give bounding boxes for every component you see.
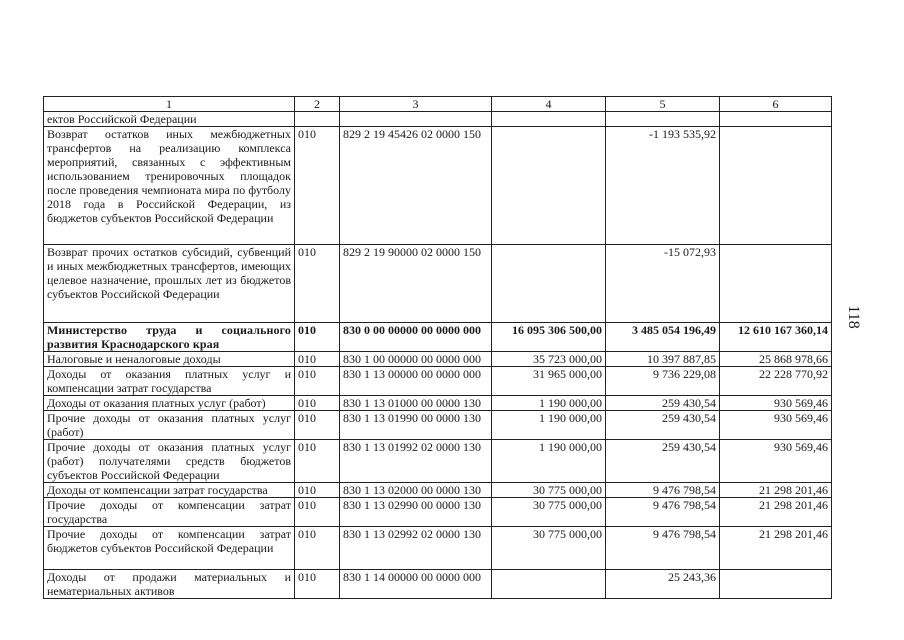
row-code: 010 [295,245,340,323]
row-code: 010 [295,411,340,440]
row-remaining: 930 569,46 [720,411,832,440]
row-plan: 1 190 000,00 [492,411,606,440]
row-kbk: 830 1 14 00000 00 0000 000 [340,570,492,599]
row-plan [492,127,606,245]
row-name: Возврат прочих остатков субсидий, субвенций и иных межбюджетных трансфертов, имеющих целевое назначение, прошлых лет из бюджетов субъектов Российской Федерации [44,245,295,323]
row-executed: 9 476 798,54 [606,527,720,570]
row-remaining: 21 298 201,46 [720,498,832,527]
column-number-row [44,97,832,112]
row-name: ектов Российской Федерации [44,112,295,127]
row-kbk: 830 1 00 00000 00 0000 000 [340,352,492,367]
row-name: Прочие доходы от оказания платных услуг (работ) [44,411,295,440]
table-row [44,396,832,411]
row-executed: 9 476 798,54 [606,498,720,527]
row-kbk: 829 2 19 45426 02 0000 150 [340,127,492,245]
row-executed: 10 397 887,85 [606,352,720,367]
row-code: 010 [295,396,340,411]
row-plan: 30 775 000,00 [492,498,606,527]
table-row [44,570,832,599]
row-remaining [720,112,832,127]
column-number-5: 5 [606,97,720,112]
row-kbk: 830 1 13 01992 02 0000 130 [340,440,492,483]
row-name: Доходы от оказания платных услуг (работ) [44,396,295,411]
row-name: Прочие доходы от компенсации затрат государства [44,498,295,527]
row-executed: 259 430,54 [606,440,720,483]
row-code: 010 [295,483,340,498]
table-row [44,411,832,440]
row-code [295,112,340,127]
row-name: Прочие доходы от оказания платных услуг (работ) получателями средств бюджетов субъектов Российской Федерации [44,440,295,483]
row-kbk: 830 1 13 02990 00 0000 130 [340,498,492,527]
row-kbk: 830 1 13 01000 00 0000 130 [340,396,492,411]
row-name: Доходы от оказания платных услуг и компенсации затрат государства [44,367,295,396]
row-name: Налоговые и неналоговые доходы [44,352,295,367]
row-executed: 259 430,54 [606,396,720,411]
row-code: 010 [295,367,340,396]
row-remaining: 930 569,46 [720,396,832,411]
table-row [44,112,832,127]
row-executed: -15 072,93 [606,245,720,323]
row-plan [492,112,606,127]
row-name: Возврат остатков иных межбюджетных трансфертов на реализацию комплекса мероприятий, связанных с эффективным использованием тренировочных площадок после проведения чемпионата мира по футболу 2018 года в Российской Федерации, из бюджетов субъектов Российской Федерации [44,127,295,245]
table-row [44,440,832,483]
row-executed [606,112,720,127]
column-number-4: 4 [492,97,606,112]
row-plan: 16 095 306 500,00 [492,323,606,352]
row-kbk: 830 1 13 01990 00 0000 130 [340,411,492,440]
row-code: 010 [295,498,340,527]
row-plan: 30 775 000,00 [492,483,606,498]
table-row [44,498,832,527]
revenue-table [43,96,832,599]
row-kbk: 830 1 13 00000 00 0000 000 [340,367,492,396]
column-number-6: 6 [720,97,832,112]
column-number-1: 1 [44,97,295,112]
page-number: 118 [845,305,862,329]
table-row [44,527,832,570]
row-executed: 9 736 229,08 [606,367,720,396]
row-kbk [340,112,492,127]
column-number-2: 2 [295,97,340,112]
row-executed: -1 193 535,92 [606,127,720,245]
row-code: 010 [295,527,340,570]
row-code: 010 [295,440,340,483]
column-number-3: 3 [340,97,492,112]
row-name: Доходы от компенсации затрат государства [44,483,295,498]
row-code: 010 [295,323,340,352]
table-row [44,245,832,323]
row-executed: 25 243,36 [606,570,720,599]
row-plan: 35 723 000,00 [492,352,606,367]
row-kbk: 830 1 13 02000 00 0000 130 [340,483,492,498]
row-name: Прочие доходы от компенсации затрат бюджетов субъектов Российской Федерации [44,527,295,570]
row-executed: 9 476 798,54 [606,483,720,498]
row-remaining [720,245,832,323]
row-remaining: 21 298 201,46 [720,527,832,570]
row-kbk: 830 1 13 02992 02 0000 130 [340,527,492,570]
row-executed: 259 430,54 [606,411,720,440]
row-code: 010 [295,127,340,245]
row-remaining: 25 868 978,66 [720,352,832,367]
row-remaining: 21 298 201,46 [720,483,832,498]
row-remaining: 930 569,46 [720,440,832,483]
row-remaining: 12 610 167 360,14 [720,323,832,352]
row-name: Доходы от продажи материальных и нематериальных активов [44,570,295,599]
row-code: 010 [295,570,340,599]
row-kbk: 830 0 00 00000 00 0000 000 [340,323,492,352]
row-plan: 1 190 000,00 [492,396,606,411]
table-row [44,367,832,396]
table-row [44,483,832,498]
row-code: 010 [295,352,340,367]
row-executed: 3 485 054 196,49 [606,323,720,352]
row-plan [492,570,606,599]
row-plan [492,245,606,323]
row-remaining: 22 228 770,92 [720,367,832,396]
row-name: Министерство труда и социального развития Краснодарского края [44,323,295,352]
row-plan: 30 775 000,00 [492,527,606,570]
row-kbk: 829 2 19 90000 02 0000 150 [340,245,492,323]
row-remaining [720,127,832,245]
table-row [44,127,832,245]
row-plan: 1 190 000,00 [492,440,606,483]
row-remaining [720,570,832,599]
row-plan: 31 965 000,00 [492,367,606,396]
table-row [44,352,832,367]
table-row [44,323,832,352]
